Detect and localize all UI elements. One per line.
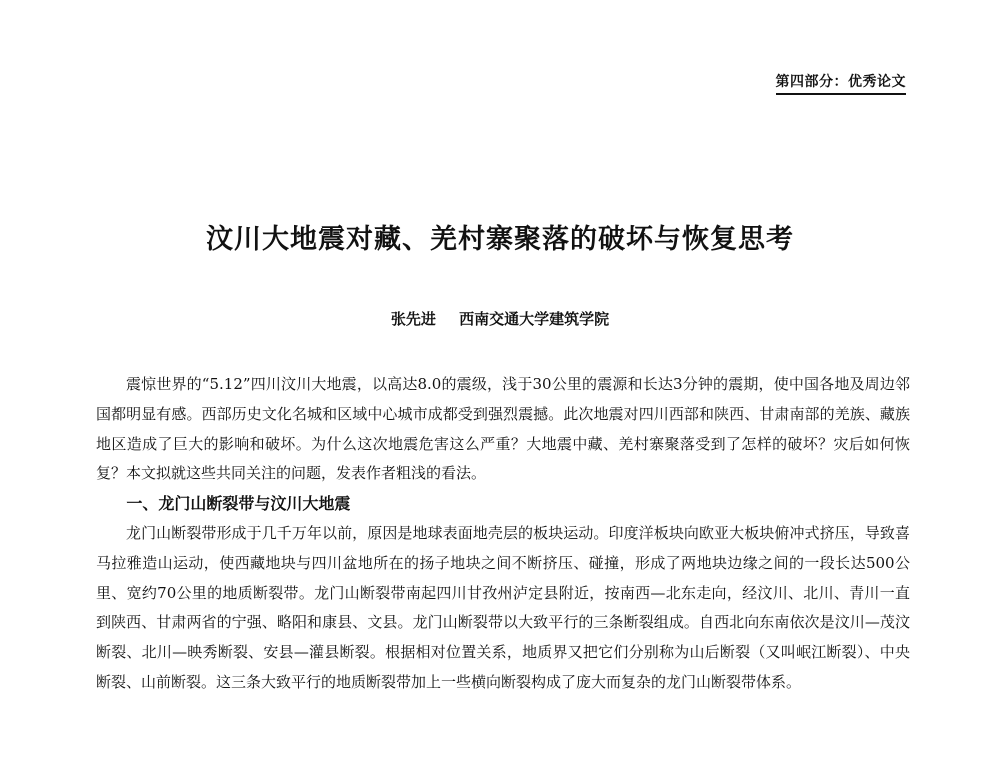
article-title: 汶川大地震对藏、羌村寨聚落的破坏与恢复思考	[206, 224, 794, 256]
author-name: 张先进	[390, 310, 436, 328]
header-rule	[776, 93, 906, 95]
byline	[0, 308, 1000, 330]
paragraph-section-1: 龙门山断裂带形成于几千万年以前，原因是地球表面地壳层的板块运动。印度洋板块向欧亚大板块俯冲式挤压，导致喜马拉雅造山运动，使西藏地块与四川盆地所在的扬子地块之间不断挤压、碰撞，形成了两地块边缘之间的一段长达500公里、宽约70公里的地质断裂带。龙门山断裂带南起四川甘孜州泸定县附近，按南西—北东走向，经汶川、北川、青川一直到陕西、甘肃两省的宁强、略阳和康县、文县。龙门山断裂带以大致平行的三条断裂组成。自西北向东南依次是汶川—茂汶断裂、北川—映秀断裂、安县—灌县断裂。根据相对位置关系，地质界又把它们分别称为山后断裂（又叫岷江断裂）、中央断裂、山前断裂。这三条大致平行的地质断裂带加上一些横向断裂构成了庞大而复杂的龙门山断裂带体系。	[96, 523, 910, 691]
section-heading: 一、龙门山断裂带与汶川大地震	[126, 494, 351, 514]
author-affiliation: 西南交通大学建筑学院	[459, 310, 610, 328]
running-header: 第四部分：优秀论文	[775, 74, 906, 90]
paragraph-intro: 震惊世界的“5.12”四川汶川大地震，以高达8.0的震级，浅于30公里的震源和长达3分钟的震期，使中国各地及周边邻国都明显有感。西部历史文化名城和区域中心城市成都受到强烈震撼。此次地震对四川西部和陕西、甘肃南部的羌族、藏族地区造成了巨大的影响和破坏。为什么这次地震危害这么严重？大地震中藏、羌村寨聚落受到了怎样的破坏？灾后如何恢复？本文拟就这些共同关注的问题，发表作者粗浅的看法。	[96, 375, 910, 483]
article-body	[96, 370, 910, 698]
